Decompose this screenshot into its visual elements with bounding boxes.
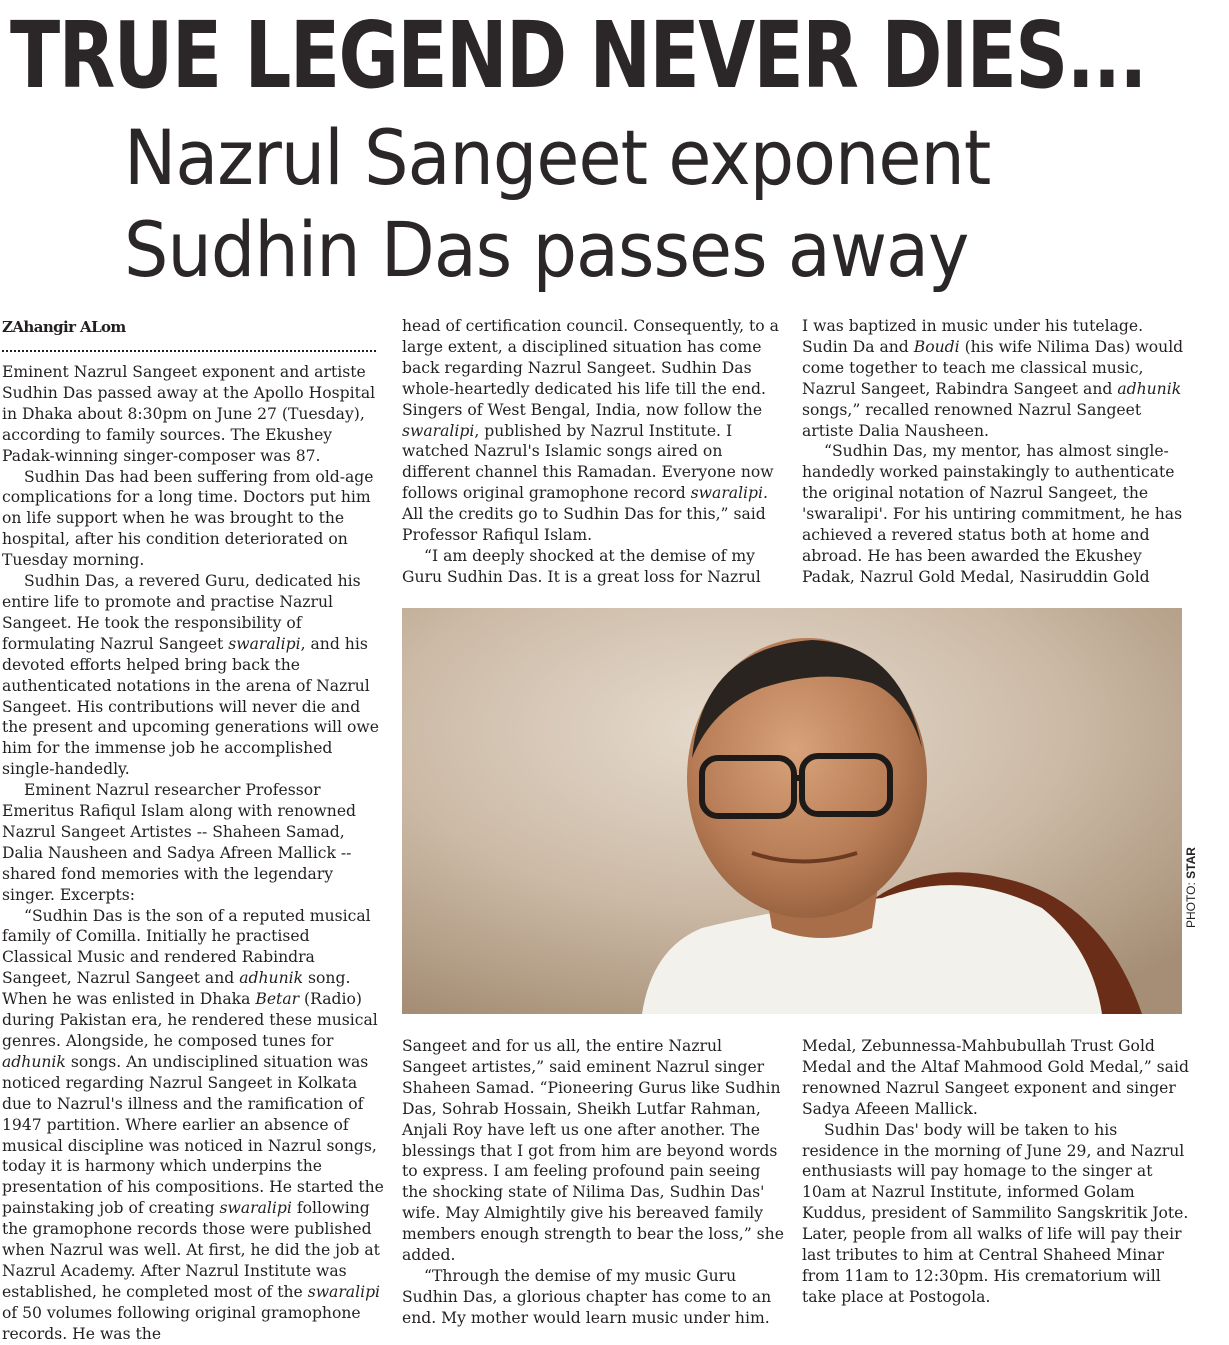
photo-credit: PHOTO: STAR <box>1184 847 1198 928</box>
paragraph: Eminent Nazrul researcher Professor Emeritus Rafiqul Islam along with renowned Nazrul Sangeet Artistes -- Shaheen Samad, Dalia Nausheen and Sadya Afreen Mallick -- shared fond memories with the legendary singer. Excerpts: <box>2 781 357 904</box>
article-column-4 <box>402 1036 786 1327</box>
byline-divider <box>2 350 376 352</box>
paragraph: Sudhin Das, a revered Guru, dedicated his entire life to promote and practise Nazrul Sangeet. He took the responsibility of formulating Nazrul Sangeet swaralipi, and his devoted efforts helped bring back the authenticated notations in the arena of Nazrul Sangeet. His contributions will never die and the present and upcoming generations will owe him for the immense job he accomplished single-handedly. <box>2 572 379 779</box>
paragraph: “Sudhin Das is the son of a reputed musical family of Comilla. Initially he practised Classical Music and rendered Rabindra Sangeet, Nazrul Sangeet and adhunik song. When he was enlisted in Dhaka Betar (Radio) during Pakistan era, he rendered these musical genres. Alongside, he composed tunes for adhunik songs. An undisciplined situation was noticed regarding Nazrul Sangeet in Kolkata due to Nazrul's illness and the ramification of 1947 partition. Where earlier an absence of musical discipline was noticed in Nazrul songs, today it is harmony which underpins the presentation of his compositions. He started the painstaking job of creating swaralipi following the gramophone records those were published when Nazrul was well. At first, he did the job at Nazrul Academy. After Nazrul Institute was established, he completed most of the swaralipi of 50 volumes following original gramophone records. He was the <box>2 906 384 1343</box>
article-column-5 <box>802 1036 1192 1308</box>
paragraph: Sudhin Das had been suffering from old-age complications for a long time. Doctors put him on life support when he was brought to the hospital, after his condition deteriorated on Tuesday morning. <box>2 467 374 570</box>
paragraph: Sangeet and for us all, the entire Nazrul Sangeet artistes,” said eminent Nazrul singer Shaheen Samad. “Pioneering Gurus like Sudhin Das, Sohrab Hossain, Sheikh Lutfar Rahman, Anjali Roy have left us one after another. The blessings that I got from him are beyond words to express. I am feeling profound pain seeing the shocking state of Nilima Das, Sudhin Das' wife. May Almightily give his bereaved family members enough strength to bear the loss,” she added. <box>402 1037 784 1265</box>
headline-line-1: Nazrul Sangeet exponent <box>124 113 991 202</box>
paragraph: Eminent Nazrul Sangeet exponent and artiste Sudhin Das passed away at the Apollo Hospital in Dhaka about 8:30pm on June 27 (Tuesday), according to family sources. The Ekushey Padak-winning singer-composer was 87. <box>2 363 376 465</box>
article-column-2 <box>402 316 786 590</box>
article-column-1 <box>2 362 384 1343</box>
main-headline <box>124 112 1124 296</box>
article-column-3 <box>802 316 1192 590</box>
portrait-illustration <box>402 608 1182 1014</box>
paragraph: I was baptized in music under his tutelage. Sudin Da and Boudi (his wife Nilima Das) would come together to teach me classical music, Nazrul Sangeet, Rabindra Sangeet and adhunik songs,” recalled renowned Nazrul Sangeet artiste Dalia Nausheen. <box>802 317 1184 440</box>
byline: ZAhangir ALom <box>2 318 126 336</box>
kicker-headline: TRUE LEGEND NEVER DIES... <box>10 2 1146 109</box>
portrait-photo <box>402 608 1182 1014</box>
paragraph: Medal, Zebunnessa-Mahbubullah Trust Gold Medal and the Altaf Mahmood Gold Medal,” said renowned Nazrul Sangeet exponent and singer Sadya Afeeen Mallick. <box>802 1037 1189 1118</box>
headline-line-2: Sudhin Das passes away <box>124 205 969 294</box>
paragraph: “I am deeply shocked at the demise of my Guru Sudhin Das. It is a great loss for Nazrul <box>402 546 761 586</box>
paragraph: “Through the demise of my music Guru Sudhin Das, a glorious chapter has come to an end. My mother would learn music under him. <box>402 1266 772 1327</box>
paragraph: Sudhin Das' body will be taken to his residence in the morning of June 29, and Nazrul enthusiasts will pay homage to the singer at 10am at Nazrul Institute, informed Golam Kuddus, president of Sammilito Sangskritik Jote. Later, people from all walks of life will pay their last tributes to him at Central Shaheed Minar from 11am to 12:30pm. His crematorium will take place at Postogola. <box>802 1120 1189 1306</box>
paragraph: “Sudhin Das, my mentor, has almost single-handedly worked painstakingly to authenticate the original notation of Nazrul Sangeet, the 'swaralipi'. For his untiring commitment, he has achieved a revered status both at home and abroad. He has been awarded the Ekushey Padak, Nazrul Gold Medal, Nasiruddin Gold <box>802 442 1183 586</box>
paragraph: head of certification council. Consequently, to a large extent, a disciplined situation has come back regarding Nazrul Sangeet. Sudhin Das whole-heartedly dedicated his life till the end. Singers of West Bengal, India, now follow the swaralipi, published by Nazrul Institute. I watched Nazrul's Islamic songs aired on different channel this Ramadan. Everyone now follows original gramophone record swaralipi. All the credits go to Sudhin Das for this,” said Professor Rafiqul Islam. <box>402 317 779 545</box>
